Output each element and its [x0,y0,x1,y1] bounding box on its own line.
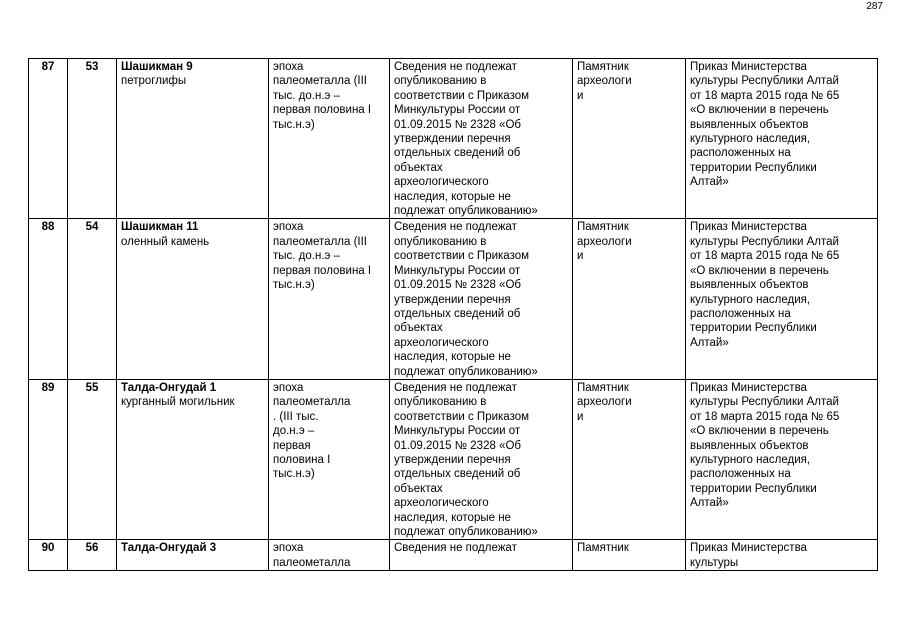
page-number: 287 [866,1,883,12]
object-type: курганный могильник [121,396,235,409]
table-row [29,379,878,539]
object-dating: эпоха палеометалла (III тыс. до.н.э – первая половина I тыс.н.э) [269,59,390,219]
table-row [29,59,878,219]
object-type: оленный камень [121,235,210,248]
row-number: 88 [29,219,68,379]
object-location: Сведения не подлежат опубликованию в соответствии с Приказом Минкультуры России от 01.09.2015 № 2328 «Об утверждении перечня отдельных сведений об объектах археологического наследия, которые не подлежат опубликованию» [390,59,573,219]
row-sub-number: 55 [68,379,117,539]
object-document: Приказ Министерства культуры [686,540,878,571]
object-location: Сведения не подлежат опубликованию в соответствии с Приказом Минкультуры России от 01.09.2015 № 2328 «Об утверждении перечня отдельных сведений об объектах археологического наследия, которые не подлежат опубликованию» [390,219,573,379]
object-category: Памятник археологи и [573,379,686,539]
object-name-cell [117,379,269,539]
object-name: Шашикман 11 [121,221,199,234]
object-document: Приказ Министерства культуры Республики Алтай от 18 марта 2015 года № 65 «О включении в перечень выявленных объектов культурного наследия, расположенных на территории Республики Алтай» [686,219,878,379]
row-sub-number: 56 [68,540,117,571]
object-type: петроглифы [121,75,187,88]
object-location: Сведения не подлежат [390,540,573,571]
table-row [29,219,878,379]
row-sub-number: 53 [68,59,117,219]
object-name: Талда-Онгудай 1 [121,381,217,394]
heritage-registry-table [28,58,878,571]
object-category: Памятник [573,540,686,571]
object-category: Памятник археологи и [573,219,686,379]
object-category: Памятник археологи и [573,59,686,219]
object-name: Шашикман 9 [121,61,193,73]
object-document: Приказ Министерства культуры Республики Алтай от 18 марта 2015 года № 65 «О включении в перечень выявленных объектов культурного наследия, расположенных на территории Республики Алтай» [686,59,878,219]
object-dating: эпоха палеометалла . (III тыс. до.н.э – первая половина I тыс.н.э) [269,379,390,539]
object-name: Талда-Онгудай 3 [121,542,217,555]
row-sub-number: 54 [68,219,117,379]
object-name-cell [117,59,269,219]
object-document: Приказ Министерства культуры Республики Алтай от 18 марта 2015 года № 65 «О включении в перечень выявленных объектов культурного наследия, расположенных на территории Республики Алтай» [686,379,878,539]
object-dating: эпоха палеометалла [269,540,390,571]
row-number: 90 [29,540,68,571]
row-number: 89 [29,379,68,539]
object-dating: эпоха палеометалла (III тыс. до.н.э – первая половина I тыс.н.э) [269,219,390,379]
row-number: 87 [29,59,68,219]
object-location: Сведения не подлежат опубликованию в соответствии с Приказом Минкультуры России от 01.09.2015 № 2328 «Об утверждении перечня отдельных сведений об объектах археологического наследия, которые не подлежат опубликованию» [390,379,573,539]
object-name-cell [117,219,269,379]
object-name-cell [117,540,269,571]
table-row [29,540,878,571]
